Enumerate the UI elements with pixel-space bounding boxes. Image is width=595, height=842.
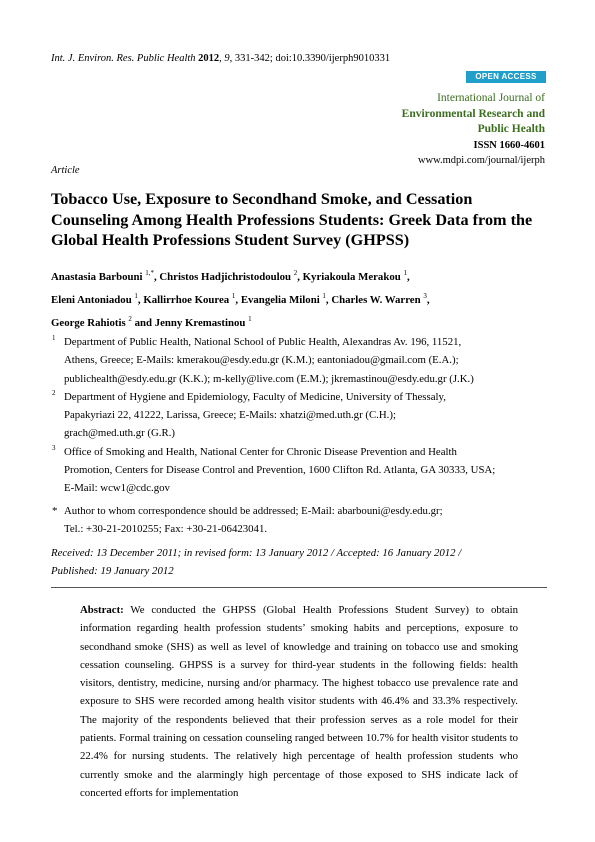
author-name: Eleni Antoniadou <box>51 294 132 306</box>
affiliation-number: 1 <box>52 334 56 342</box>
author-affiliation-marker: 1 <box>248 315 252 323</box>
author-name: Evangelia Miloni <box>240 294 320 306</box>
author-list: Anastasia Barbouni $^{1,*}$, Christos Hadjichristodoulou $^2$, Kyriakoula Merakou $^1$, Eleni Antoniadou $^1$, Kallirrhoe Kourea $^1$, Evangelia Miloni $^1$, Charles W. Warren $^3$, George Rahiotis $^2$ and Jenny Kremastinou $^1$ <box>51 269 430 329</box>
affiliations <box>51 333 551 538</box>
author-name: George Rahiotis <box>51 317 126 329</box>
journal-abbrev: Int. J. Environ. Res. Public Health <box>51 53 196 64</box>
masthead-line-2: Environmental Research and <box>401 107 545 120</box>
publication-dates <box>51 544 551 580</box>
journal-citation: Int. J. Environ. Res. Public Health 2012, 9, 331-342; doi:10.3390/ijerph9010331 <box>51 53 391 64</box>
journal-year: 2012 <box>198 53 220 64</box>
masthead-issn: ISSN 1660-4601 <box>473 139 545 151</box>
author-affiliation-marker: 1 <box>403 269 407 277</box>
abstract-text: We conducted the GHPSS (Global Health Professions Student Survey) to obtain information regarding health profession students’ smoking habits and perceptions, exposure to secondhand smoke (SHS) as well as level of knowledge and training on tobacco use and smoking cessation counseling. GHPSS is a survey for third-year students in the following fields: health visitors, dentistry, medicine, nursing and/or pharmacy. The highest tobacco use prevalence rate and exposure to SHS were recorded among health visitor students with 46.4% and 33.3% respectively. The majority of the respondents believed that their profession serves as a role model for their patients. Formal training on cessation counseling ranged between 10.7% for health visitor students to 22.4% for nursing students. The relatively high percentage of health profession students who currently smoke and the alarmingly high percentage of those exposed to SHS indicate lack of concerted efforts for implementation <box>80 604 518 799</box>
author-affiliation-marker: 2 <box>293 269 298 277</box>
author-name: Kyriakoula Merakou <box>302 271 401 283</box>
author-affiliation-marker: 1 <box>231 292 236 300</box>
masthead-url[interactable]: www.mdpi.com/journal/ijerph <box>417 155 545 166</box>
author-affiliation-marker: 2 <box>128 315 132 323</box>
masthead-line-3: Public Health <box>477 123 545 135</box>
author-affiliation-marker: 1 <box>134 292 138 300</box>
affiliation-line: Department of Hygiene and Epidemiology, Faculty of Medicine, University of Thessaly, <box>64 390 446 403</box>
affiliation-3 <box>51 443 551 498</box>
affiliation-2 <box>51 388 551 443</box>
dates-line-2: Published: 19 January 2012 <box>51 565 174 577</box>
abstract <box>80 601 518 802</box>
section-divider <box>51 587 547 588</box>
affiliation-line: Papakyriazi 22, 41222, Larissa, Greece; E-Mails: xhatzi@med.uth.gr (C.H.); <box>64 409 396 422</box>
article-title: Tobacco Use, Exposure to Secondhand Smoke, and Cessation Counseling Among Health Professions Students: Greek Data from the Global Health Professions Student Survey (GHPSS) <box>51 190 533 249</box>
journal-volume: 9 <box>224 53 230 64</box>
correspondence-line: Author to whom correspondence should be addressed; E-Mail: abarbouni@esdy.edu.gr; <box>64 504 443 517</box>
affiliation-line: Department of Public Health, National School of Public Health, Alexandras Av. 196, 11521, <box>64 336 462 348</box>
author-name: Charles W. Warren <box>331 294 421 306</box>
affiliation-1 <box>51 333 551 388</box>
article-type: Article <box>51 165 80 176</box>
affiliation-line: Office of Smoking and Health, National Center for Chronic Disease Prevention and Health <box>64 445 457 458</box>
author-affiliation-marker: 1 <box>322 292 326 300</box>
journal-pages-doi: , 331-342; doi:10.3390/ijerph9010331 <box>229 53 391 64</box>
author-affiliation-marker: 1,* <box>145 269 154 277</box>
correspondence-note <box>51 502 551 539</box>
author-name: Jenny Kremastinou <box>154 317 246 329</box>
affiliation-line: Promotion, Centers for Disease Control and Prevention, 1600 Clifton Rd. Atlanta, GA 30333, USA; <box>64 464 496 477</box>
author-name: Anastasia Barbouni <box>51 271 143 283</box>
affiliation-line: publichealth@esdy.edu.gr (K.K.); m-kelly@live.com (E.M.); jkremastinou@esdy.edu.gr (J.K.) <box>64 372 474 385</box>
author-name: Christos Hadjichristodoulou <box>159 271 292 283</box>
correspondence-asterisk: * <box>52 504 58 517</box>
journal-masthead <box>402 91 545 169</box>
dates-line-1: Received: 13 December 2011; in revised form: 13 January 2012 / Accepted: 16 January 2012 / <box>51 547 462 559</box>
abstract-label: Abstract: <box>80 604 124 616</box>
affiliation-line: grach@med.uth.gr (G.R.) <box>64 427 175 440</box>
affiliation-line: Athens, Greece; E-Mails: kmerakou@esdy.edu.gr (K.M.); eantoniadou@gmail.com (E.A.); <box>64 354 459 367</box>
affiliation-number: 3 <box>52 443 56 452</box>
masthead-line-1: International Journal of <box>437 92 545 104</box>
correspondence-line: Tel.: +30-21-2010255; Fax: +30-21-06423041. <box>64 522 268 535</box>
author-name: Kallirrhoe Kourea <box>143 294 230 306</box>
open-access-badge: OPEN ACCESS <box>466 71 546 83</box>
author-affiliation-marker: 3 <box>423 292 427 300</box>
affiliation-line: E-Mail: wcw1@cdc.gov <box>64 482 170 495</box>
affiliation-number: 2 <box>52 388 56 397</box>
